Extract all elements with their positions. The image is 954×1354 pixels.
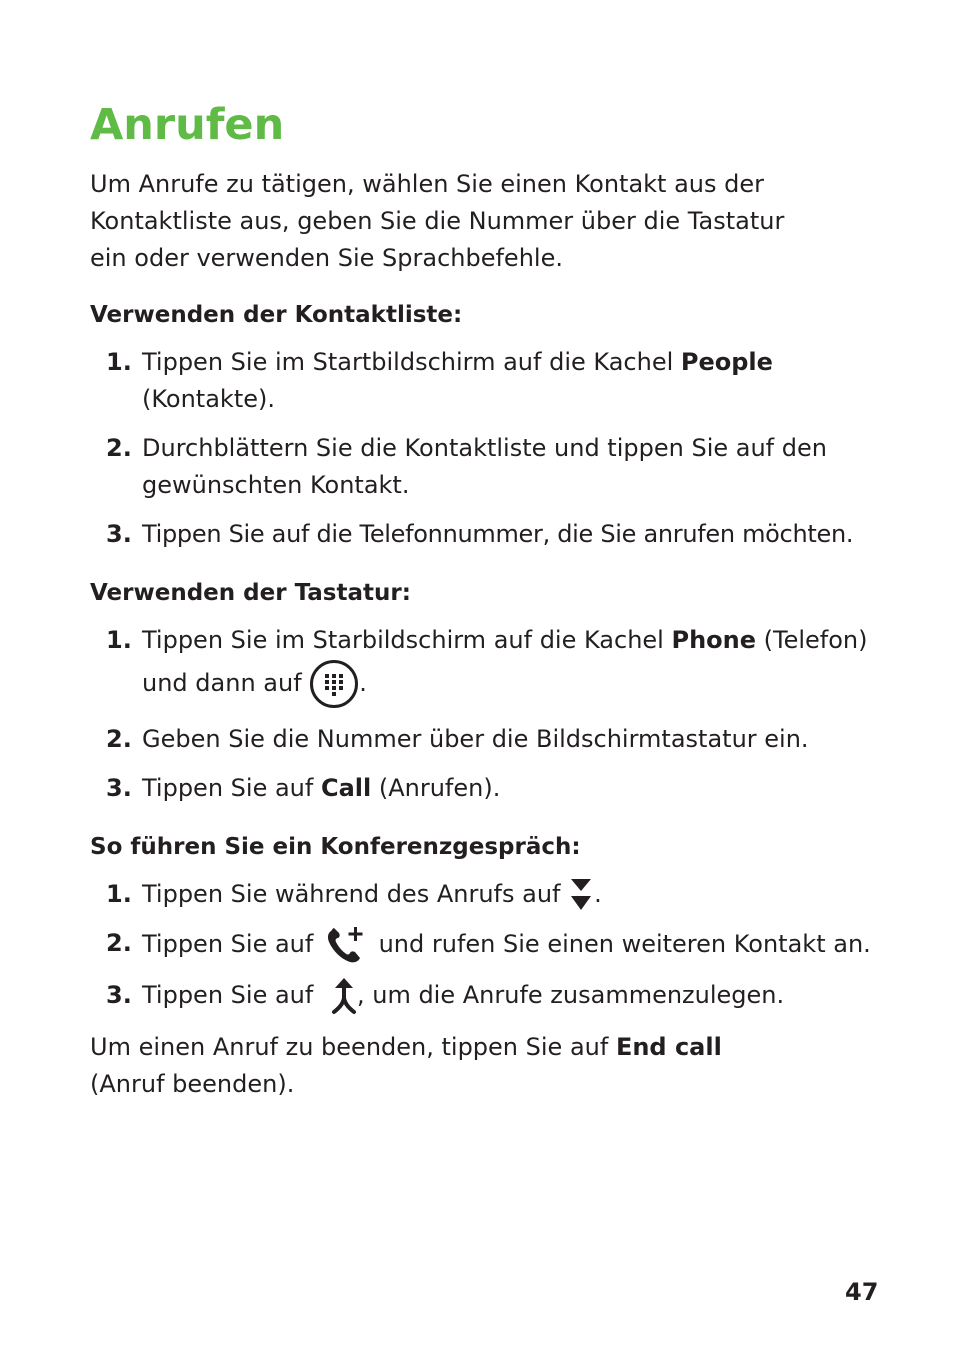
list-item: 2. Tippen Sie auf und rufen Sie einen weiteren Kontakt an. — [90, 925, 880, 965]
conference-steps — [90, 876, 880, 1015]
merge-calls-icon — [331, 977, 357, 1015]
dialpad-icon — [309, 659, 359, 709]
section-heading-contacts: Verwenden der Kontaktliste: — [90, 301, 463, 328]
step-number: 3. — [106, 519, 132, 548]
list-item: 1. Tippen Sie im Startbildschirm auf die Kachel People (Kontakte). — [90, 344, 880, 418]
contacts-steps — [90, 344, 880, 553]
expand-down-icon — [568, 877, 594, 913]
list-item: 2. Durchblättern Sie die Kontaktliste und tippen Sie auf den gewünschten Kontakt. — [90, 430, 880, 504]
intro-text: Um Anrufe zu tätigen, wählen Sie einen Kontakt aus der Kontaktliste aus, geben Sie die Nummer über die Tastatur ein oder verwenden Sie Sprachbefehle. — [90, 169, 785, 272]
list-item: 3. Tippen Sie auf die Telefonnummer, die Sie anrufen möchten. — [90, 516, 880, 553]
step-number: 2. — [106, 433, 132, 462]
section-heading-conference: So führen Sie ein Konferenzgespräch: — [90, 833, 581, 860]
step-number: 2. — [106, 928, 132, 957]
phone-label: Phone — [671, 625, 757, 654]
list-item: 1. Tippen Sie während des Anrufs auf . — [90, 876, 880, 913]
step-number: 2. — [106, 724, 132, 753]
step-number: 3. — [106, 773, 132, 802]
people-label: People — [680, 347, 773, 376]
list-item: 3. Tippen Sie auf Call (Anrufen). — [90, 770, 880, 807]
call-label: Call — [320, 773, 372, 802]
list-item: 3. Tippen Sie auf , um die Anrufe zusammenzulegen. — [90, 977, 880, 1015]
list-item: 2. Geben Sie die Nummer über die Bildschirmtastatur ein. — [90, 721, 880, 758]
section-heading-keypad: Verwenden der Tastatur: — [90, 579, 411, 606]
keypad-steps — [90, 622, 880, 807]
list-item: 1. Tippen Sie im Starbildschirm auf die Kachel Phone (Telefon) und dann auf . — [90, 622, 880, 709]
page-content — [90, 100, 880, 1103]
page-title: Anrufen — [90, 100, 285, 150]
add-call-icon — [325, 925, 365, 965]
closing-text: Um einen Anruf zu beenden, tippen Sie auf End call (Anruf beenden). — [90, 1032, 722, 1098]
step-number: 1. — [106, 347, 132, 376]
step-number: 3. — [106, 980, 132, 1009]
step-number: 1. — [106, 879, 132, 908]
step-number: 1. — [106, 625, 132, 654]
end-call-label: End call — [615, 1032, 722, 1061]
page-number: 47 — [845, 1278, 879, 1306]
